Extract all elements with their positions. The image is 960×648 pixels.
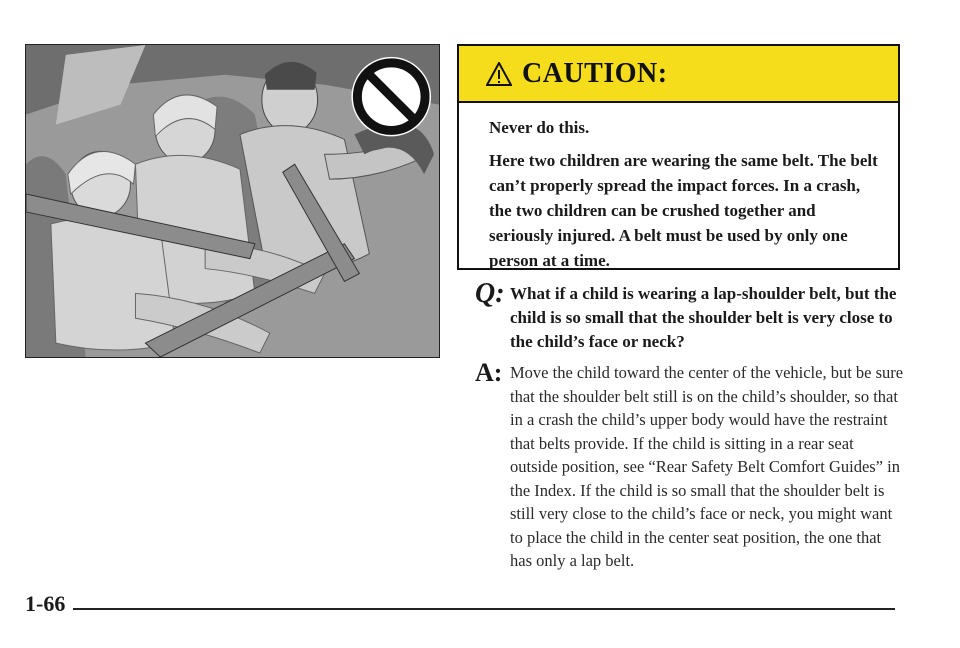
caution-text: Here two children are wearing the same belt. The belt can’t properly spread the impact forces. In a crash, the two children can be crushed together and seriously injured. A belt must be used by only one person at a time. [489, 151, 878, 270]
question-text: What if a child is wearing a lap-shoulder belt, but the child is so small that the shoulder belt is very close to the child’s face or neck? [510, 284, 897, 351]
caution-header [459, 46, 898, 103]
page-number: 1-66 [25, 591, 66, 616]
caution-title: CAUTION: [522, 57, 668, 89]
prohibition-sign-icon [351, 57, 431, 136]
answer-block [475, 358, 905, 573]
answer-marker: A: [475, 358, 503, 387]
caution-body [459, 103, 898, 273]
question-marker: Q: [475, 278, 505, 309]
caution-box [457, 44, 900, 270]
question-block [475, 278, 905, 354]
answer-text: Move the child toward the center of the vehicle, but be sure that the shoulder belt still is on the child’s shoulder, so that in a crash the child’s upper body would have the restraint that belts provide. If the child is sitting in a rear seat outside position, see “Rear Safety Belt Comfort Guides” in the Index. If the child is so small that the shoulder belt is still very close to the child’s face or neck, you might want to place the child in the center seat position, the one that has only a lap belt. [510, 363, 904, 570]
warning-triangle-icon [486, 62, 512, 86]
illustration-drawing [26, 45, 439, 357]
caution-lead: Never do this. [489, 118, 590, 137]
two-children-one-belt-illustration [25, 44, 440, 358]
footer-rule [73, 608, 895, 610]
